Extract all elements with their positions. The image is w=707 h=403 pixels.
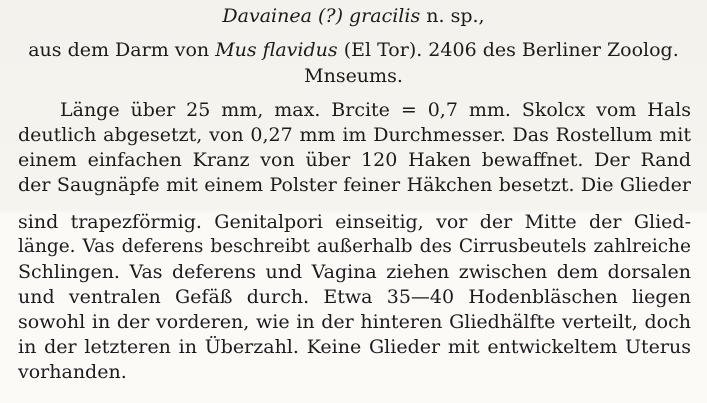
body-line-5: sind trapezförmig. Genitalpori einseitig, vor der Mitte der Glied- [18, 211, 691, 233]
host-line [0, 38, 707, 62]
body-line-1: Länge über 25 mm, max. Brcite = 0,7 mm. Skolcx vom Hals [60, 99, 691, 121]
body-line-7: Schlingen. Vas deferens und Vagina ziehen zwischen dem dorsalen [18, 261, 691, 283]
host-prefix: aus dem Darm von [28, 39, 216, 61]
body-line-6: länge. Vas deferens beschreibt außerhalb des Cirrusbeutels zahlreiche [18, 236, 691, 257]
body-line-4: der Saugnäpfe mit einem Polster feiner Häkchen besetzt. Die Glieder [18, 174, 691, 196]
body-line-3: einem einfachen Kranz von über 120 Haken bewaffnet. Der Rand [18, 149, 691, 171]
species-name: Davainea (?) gracilis [222, 5, 421, 27]
body-line-11: vorhanden. [18, 361, 127, 383]
body-line-8: und ventralen Gefäß durch. Etwa 35—40 Hodenbläschen liegen [18, 286, 691, 308]
body-line-10: in der letzteren in Überzahl. Keine Glieder mit entwickeltem Uterus [18, 336, 691, 358]
body-line-2: deutlich abgesetzt, von 0,27 mm im Durchmesser. Das Rostellum mit [18, 124, 691, 146]
species-suffix: n. sp., [420, 5, 485, 27]
museum-line: Mnseums. [304, 65, 403, 87]
species-title [0, 4, 707, 28]
host-suffix: (El Tor). 2406 des Berliner Zoolog. [337, 39, 679, 61]
body-line-9: sowohl in der vorderen, wie in der hinteren Gliedhälfte verteilt, doch [18, 311, 691, 333]
host-species: Mus flavidus [215, 39, 338, 61]
